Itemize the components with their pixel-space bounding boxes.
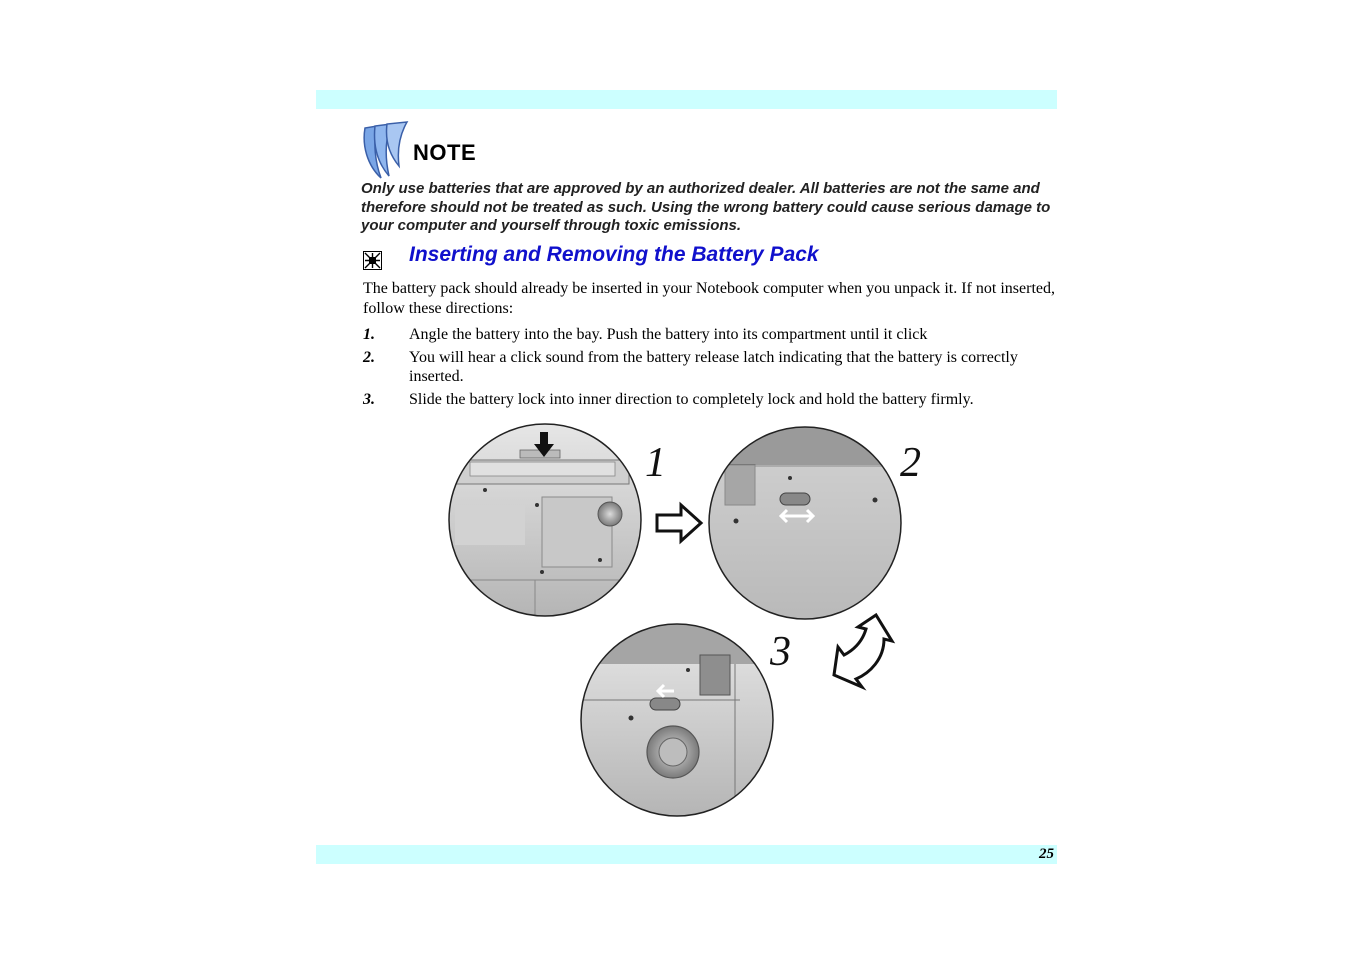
step-3-photo	[581, 624, 781, 816]
step-label-1: 1	[645, 440, 666, 486]
header-band	[316, 90, 1057, 109]
step-number: 1.	[363, 326, 375, 343]
bullet-icon	[363, 251, 382, 270]
step-text: Angle the battery into the bay. Push the battery into its compartment until it click	[409, 326, 928, 343]
step-text: You will hear a click sound from the battery release latch indicating that the battery is correctly inserted.	[409, 349, 1018, 385]
note-text: Only use batteries that are approved by an authorized dealer. All batteries are not the same and therefore should not be treated as such. Using the wrong battery could cause serious damage to your computer and yourself through toxic emissions.	[361, 180, 1051, 234]
list-item	[363, 348, 1055, 386]
list-item	[363, 390, 1055, 409]
step-number: 3.	[363, 391, 375, 408]
step-label-3: 3	[770, 629, 791, 675]
curved-arrow-icon	[834, 615, 892, 687]
note-label: NOTE	[413, 140, 477, 165]
step-label-2: 2	[900, 440, 921, 486]
page-number: 25	[1039, 846, 1054, 862]
section-intro: The battery pack should already be inserted in your Notebook computer when you unpack it. If not inserted, follow these directions:	[363, 280, 1055, 317]
section-title: Inserting and Removing the Battery Pack	[409, 243, 819, 266]
step-number: 2.	[363, 349, 375, 366]
steps-list	[363, 325, 1055, 413]
footer-band	[316, 845, 1057, 864]
note-icon	[359, 120, 411, 180]
step-2-photo	[709, 427, 909, 625]
step-text: Slide the battery lock into inner direction to completely lock and hold the battery firmly.	[409, 391, 974, 408]
arrow-right-icon	[657, 505, 701, 541]
list-item	[363, 325, 1055, 344]
battery-insertion-figure	[440, 420, 940, 820]
